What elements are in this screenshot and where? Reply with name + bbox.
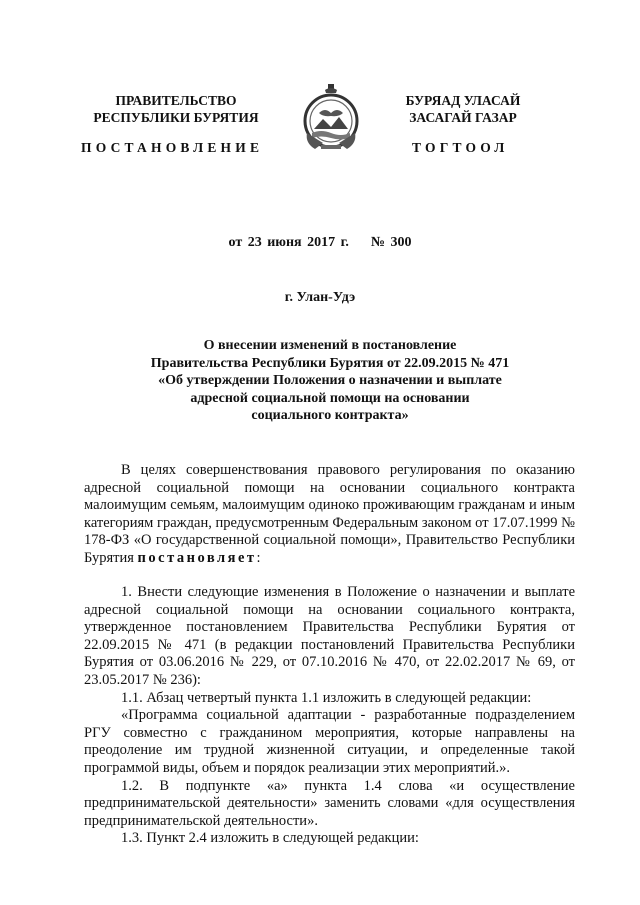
header-right xyxy=(378,92,548,126)
title-line: адресной социальной помощи на основании xyxy=(190,390,470,406)
intro-text: В целях совершенствования правового регулирования по оказанию адресной социальной помощи на основании социального контракта малоимущим семьям, малоимущим одиноко проживающим гражданам и иным категориям граждан, предусмотренным Федеральным законом от 17.07.1999 № 178-ФЗ «О государственной социальной помощи», Правительство Республики Бурятия xyxy=(84,462,575,566)
header-left-title: ПОСТАНОВЛЕНИЕ xyxy=(81,140,264,155)
paragraph: 1.1. Абзац четвертый пункта 1.1 изложить в следующей редакции: xyxy=(121,689,532,706)
title-line: социального контракта» xyxy=(251,408,409,424)
paragraph: «Программа социальной адаптации - разработанные подразделением РГУ совместно с гражданином мероприятия, которые направлены на преодоление им трудной жизненной ситуации, и определенные такой программой виды, объем и порядок реализации этих мероприятий.». xyxy=(84,707,575,776)
header-right-line2: ЗАСАГАЙ ГАЗАР xyxy=(409,110,517,125)
paragraph: 1.3. Пункт 2.4 изложить в следующей редакции: xyxy=(121,830,419,847)
header-right-line1: БУРЯАД УЛАСАЙ xyxy=(405,93,521,108)
document-title xyxy=(100,337,560,425)
header-left-line1: ПРАВИТЕЛЬСТВО xyxy=(115,93,237,108)
header-right-title: ТОГТООЛ xyxy=(412,140,509,155)
paragraph: 1. Внести следующие изменения в Положение о назначении и выплате адресной социальной помощи на основании социального контракта, утвержденное постановлением Правительства Республики Бурятия от 22.09.2015 № 471 (в редакции постановлений Правительства Республики Бурятия от 03.06.2016 № 229, от 07.10.2016 № 470, от 22.02.2017 № 69, от 23.05.2017 № 236): xyxy=(84,584,575,688)
intro-emphasis: постановляет xyxy=(137,549,257,566)
header-left-line2: РЕСПУБЛИКИ БУРЯТИЯ xyxy=(93,110,259,125)
intro-paragraph xyxy=(84,462,575,568)
title-line: «Об утверждении Положения о назначении и выплате xyxy=(158,373,502,389)
intro-tail: : xyxy=(256,549,261,566)
coat-of-arms-icon xyxy=(299,83,363,153)
header-left xyxy=(92,92,260,126)
paragraph: 1.2. В подпункте «а» пункта 1.4 слова «и осуществление предпринимательской деятельности» заменить словами «для осуществления предпринимательской деятельности». xyxy=(84,777,575,829)
document-date: от 23 июня 2017 г. № 300 xyxy=(228,235,412,250)
document-city: г. Улан-Удэ xyxy=(284,290,356,305)
title-line: О внесении изменений в постановление xyxy=(203,338,457,353)
amendments-list xyxy=(84,584,575,848)
title-line: Правительства Республики Бурятия от 22.09.2015 № 471 xyxy=(150,355,510,371)
